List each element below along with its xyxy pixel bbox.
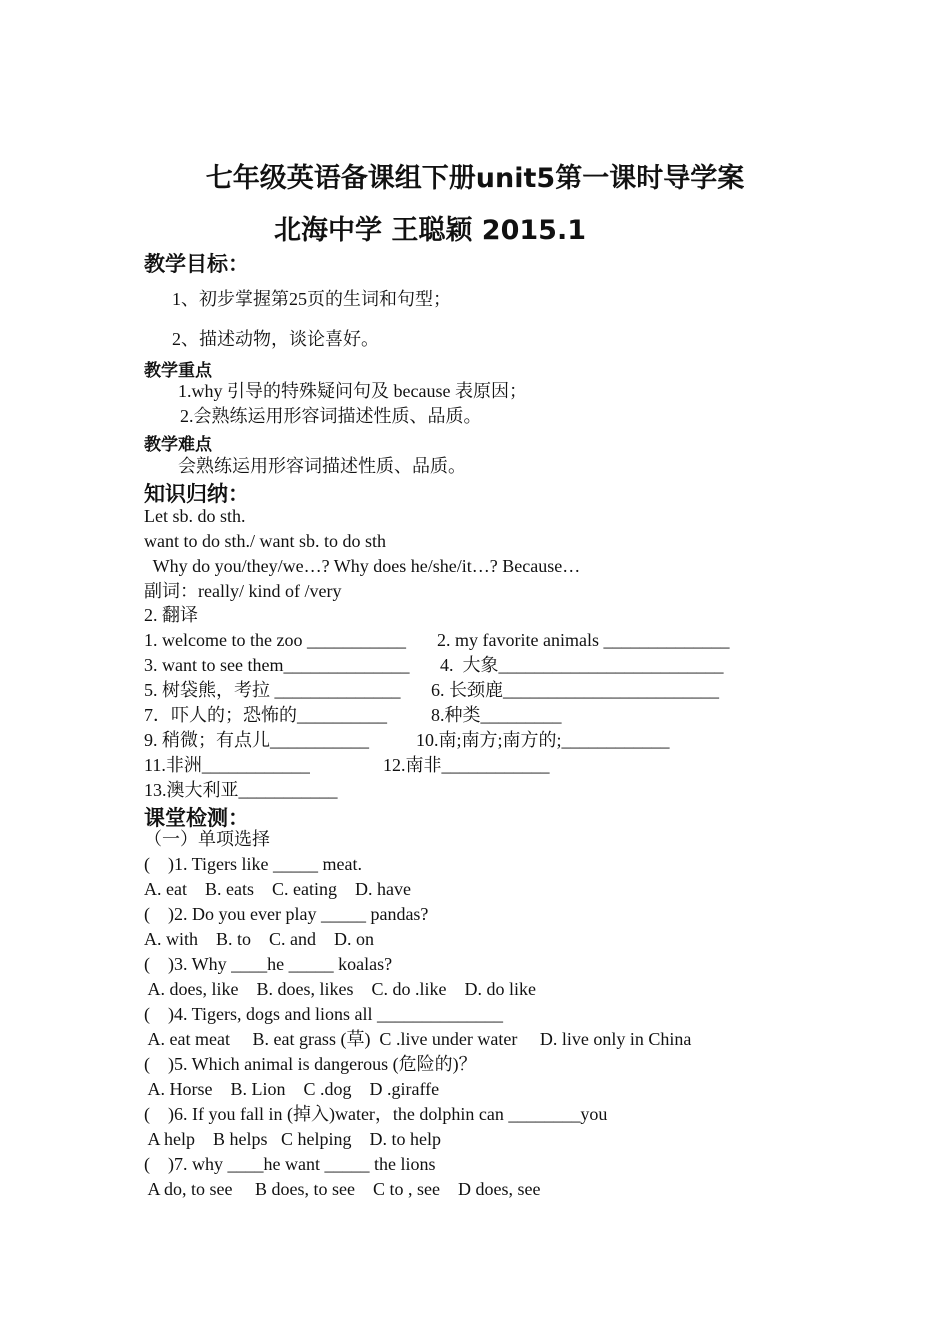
translation-item: 7．吓人的；恐怖的__________ [144, 705, 387, 725]
question-line: ( )6. If you fall in (掉入)water，the dolphin can ________you [144, 1104, 608, 1124]
question-line: ( )5. Which animal is dangerous (危险的)？ [144, 1054, 477, 1074]
question-line: ( )2. Do you ever play _____ pandas? [144, 904, 429, 924]
translation-item: 13.澳大利亚___________ [144, 780, 338, 800]
question-line: ( )3. Why ____he _____ koalas? [144, 954, 393, 974]
translation-item: 4. 大象_________________________ [440, 655, 724, 675]
document-subtitle: 北海中学 王聪颖 2015.1 [274, 215, 586, 246]
translation-item: 1. welcome to the zoo ___________ [144, 630, 406, 650]
translation-item: 9. 稍微；有点儿___________ [144, 730, 369, 750]
difficulty-item: 会熟练运用形容词描述性质、品质。 [178, 456, 466, 476]
knowledge-line: Why do you/they/we…? Why does he/she/it…? Because… [144, 556, 581, 576]
document-title: 七年级英语备课组下册unit5第一课时导学案 [205, 163, 745, 194]
goal-item: 1、初步掌握第25页的生词和句型； [172, 289, 451, 309]
key-point-item: 2.会熟练运用形容词描述性质、品质。 [180, 406, 482, 426]
translation-item: 3. want to see them______________ [144, 655, 410, 675]
translation-item: 5. 树袋熊，考拉 ______________ [144, 680, 401, 700]
translation-item: 6. 长颈鹿________________________ [431, 680, 719, 700]
question-line: ( )7. why ____he want _____ the lions [144, 1154, 436, 1174]
options-line: A. with B. to C. and D. on [144, 929, 375, 949]
options-line: A. eat B. eats C. eating D. have [144, 879, 411, 899]
difficulties-heading: 教学难点 [144, 435, 212, 455]
knowledge-line: 2. 翻译 [144, 605, 198, 625]
options-line: A. does, like B. does, likes C. do .like D. do like [144, 979, 536, 999]
test-heading: 课堂检测： [144, 806, 249, 830]
test-section-label: （一）单项选择 [144, 829, 270, 849]
question-line: ( )1. Tigers like _____ meat. [144, 854, 362, 874]
options-line: A. eat meat B. eat grass (草) C .live under water D. live only in China [144, 1029, 692, 1049]
translation-item: 8.种类_________ [431, 705, 562, 725]
question-line: ( )4. Tigers, dogs and lions all ______________ [144, 1004, 504, 1024]
translation-item: 2. my favorite animals ______________ [437, 630, 730, 650]
key-points-heading: 教学重点 [144, 361, 212, 381]
knowledge-line: 副词：really/ kind of /very [144, 581, 342, 601]
translation-item: 10.南;南方;南方的;____________ [416, 730, 670, 750]
options-line: A do, to see B does, to see C to , see D does, see [144, 1179, 541, 1199]
goal-item: 2、描述动物，谈论喜好。 [172, 329, 379, 349]
goals-heading: 教学目标： [144, 252, 249, 276]
key-point-item: 1.why 引导的特殊疑问句及 because 表原因； [178, 381, 527, 401]
options-line: A help B helps C helping D. to help [144, 1129, 441, 1149]
translation-item: 12.南非____________ [383, 755, 550, 775]
knowledge-heading: 知识归纳： [144, 482, 249, 506]
knowledge-line: want to do sth./ want sb. to do sth [144, 531, 386, 551]
options-line: A. Horse B. Lion C .dog D .giraffe [144, 1079, 440, 1099]
translation-item: 11.非洲____________ [144, 755, 310, 775]
knowledge-line: Let sb. do sth. [144, 506, 246, 526]
